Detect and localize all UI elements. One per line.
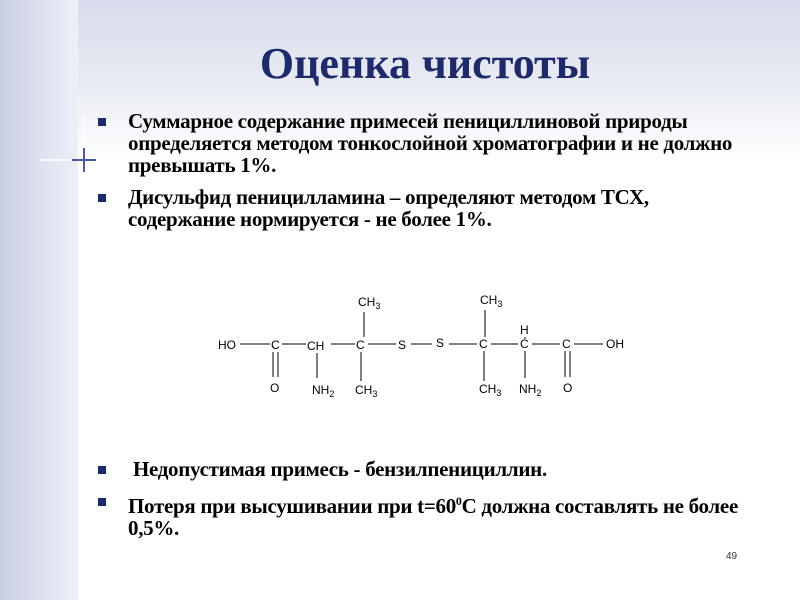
chemical-structure bbox=[200, 285, 640, 405]
bullet-item bbox=[98, 458, 758, 480]
bullet-list-top bbox=[98, 110, 738, 240]
atom-ch3-top-left: $CH_3$ bbox=[358, 295, 381, 311]
atom-s1: S bbox=[398, 338, 407, 352]
atom-c5: C bbox=[562, 337, 571, 351]
atom-ch3-bottom-left: $CH_3$ bbox=[355, 383, 378, 399]
atom-c2: C bbox=[356, 338, 365, 352]
atom-oh: OH bbox=[606, 337, 624, 351]
bullet-marker bbox=[98, 466, 106, 474]
atom-ch3-top-right: $CH_3$ bbox=[480, 293, 503, 309]
bullet-text: Суммарное содержание примесей пенициллиновой природы определяется методом тонкослойной хроматографии и не должно превышать 1%. bbox=[128, 109, 733, 177]
atom-c1: C bbox=[271, 338, 280, 352]
bullet-text: Недопустимая примесь - бензилпенициллин. bbox=[128, 457, 547, 481]
slide-title: Оценка чистоты bbox=[259, 39, 591, 88]
atom-h: H bbox=[520, 323, 529, 337]
bullet-text-drying: Потеря при высушивании при $t=60^0С$ должна составлять не более 0,5%. bbox=[128, 494, 738, 540]
atom-o2: O bbox=[563, 381, 573, 395]
bullet-marker bbox=[98, 118, 106, 126]
atom-ch3-bottom-right: $CH_3$ bbox=[479, 382, 502, 398]
bullet-item bbox=[98, 490, 758, 539]
atom-c4: C bbox=[520, 337, 529, 351]
bullet-list-bottom bbox=[98, 458, 758, 549]
atom-ch: CH bbox=[307, 339, 325, 353]
atom-nh2-right: $NH_2$ bbox=[519, 382, 542, 398]
atom-ho: HO bbox=[218, 338, 236, 352]
bullet-item bbox=[98, 110, 738, 176]
bullet-marker bbox=[98, 498, 106, 506]
page-number: 49 bbox=[726, 551, 738, 562]
atom-o1: O bbox=[270, 381, 280, 395]
bullet-text: Дисульфид пеницилламина – определяют методом ТСХ, содержание нормируется - не более 1%. bbox=[128, 185, 649, 231]
bullet-marker bbox=[98, 194, 106, 202]
atom-s2: S bbox=[436, 336, 445, 350]
bullet-item bbox=[98, 186, 738, 230]
atom-c3: C bbox=[479, 337, 488, 351]
atom-nh2-left: $NH_2$ bbox=[312, 383, 335, 399]
